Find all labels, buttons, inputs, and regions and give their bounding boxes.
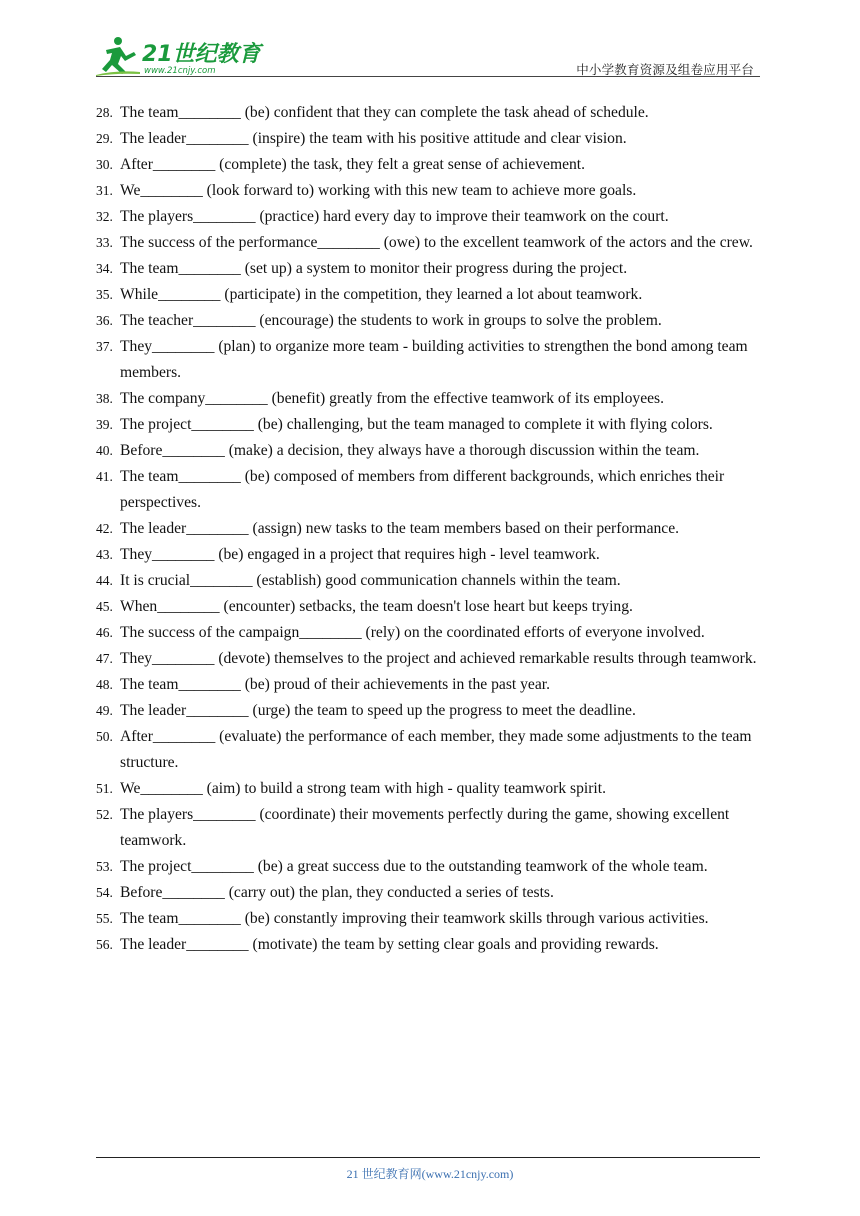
- question-item: [96, 542, 764, 568]
- question-text: The team________ (be) composed of members from different backgrounds, which enriches their perspectives.: [120, 468, 725, 511]
- question-item: [96, 724, 764, 776]
- question-text: The team________ (set up) a system to monitor their progress during the project.: [120, 260, 628, 277]
- question-item: [96, 438, 764, 464]
- question-text: We________ (look forward to) working with this new team to achieve more goals.: [120, 182, 637, 199]
- question-number: 46.: [96, 625, 113, 640]
- question-item: [96, 880, 764, 906]
- footer-divider: [96, 1157, 760, 1158]
- question-text: When________ (encounter) setbacks, the team doesn't lose heart but keeps trying.: [120, 598, 633, 615]
- question-text: We________ (aim) to build a strong team with high - quality teamwork spirit.: [120, 780, 606, 797]
- question-text: The project________ (be) a great success due to the outstanding teamwork of the whole team.: [120, 858, 708, 875]
- question-number: 29.: [96, 131, 113, 146]
- question-item: [96, 100, 764, 126]
- question-item: [96, 776, 764, 802]
- question-text: Before________ (carry out) the plan, they conducted a series of tests.: [120, 884, 554, 901]
- brand-logo: [96, 34, 266, 76]
- question-number: 48.: [96, 677, 113, 692]
- question-item: [96, 230, 764, 256]
- question-number: 43.: [96, 547, 113, 562]
- question-item: [96, 516, 764, 542]
- question-number: 51.: [96, 781, 113, 796]
- question-number: 38.: [96, 391, 113, 406]
- question-text: The players________ (practice) hard every day to improve their teamwork on the court.: [120, 208, 669, 225]
- question-number: 39.: [96, 417, 113, 432]
- question-number: 41.: [96, 469, 113, 484]
- question-item: [96, 568, 764, 594]
- question-item: [96, 204, 764, 230]
- question-text: The leader________ (urge) the team to speed up the progress to meet the deadline.: [120, 702, 636, 719]
- header-divider: [96, 76, 760, 77]
- question-number: 34.: [96, 261, 113, 276]
- question-number: 44.: [96, 573, 113, 588]
- question-number: 50.: [96, 729, 113, 744]
- question-item: [96, 256, 764, 282]
- page-header: [96, 30, 760, 78]
- question-item: [96, 464, 764, 516]
- svg-text:www.21cnjy.com: www.21cnjy.com: [144, 66, 216, 76]
- question-number: 30.: [96, 157, 113, 172]
- question-item: [96, 932, 764, 958]
- question-text: After________ (evaluate) the performance of each member, they made some adjustments to the team structure.: [120, 728, 752, 771]
- question-item: [96, 386, 764, 412]
- question-text: It is crucial________ (establish) good communication channels within the team.: [120, 572, 621, 589]
- question-text: The team________ (be) confident that they can complete the task ahead of schedule.: [120, 104, 649, 121]
- question-text: The players________ (coordinate) their movements perfectly during the game, showing excellent teamwork.: [120, 806, 730, 849]
- question-number: 56.: [96, 937, 113, 952]
- question-text: Before________ (make) a decision, they always have a thorough discussion within the team.: [120, 442, 700, 459]
- question-item: [96, 334, 764, 386]
- question-text: They________ (be) engaged in a project that requires high - level teamwork.: [120, 546, 600, 563]
- question-number: 37.: [96, 339, 113, 354]
- question-number: 36.: [96, 313, 113, 328]
- question-list: [96, 100, 764, 958]
- platform-name: 中小学教育资源及组卷应用平台: [576, 62, 754, 77]
- question-item: [96, 412, 764, 438]
- question-item: [96, 152, 764, 178]
- question-item: [96, 178, 764, 204]
- question-item: [96, 594, 764, 620]
- question-number: 49.: [96, 703, 113, 718]
- question-item: [96, 854, 764, 880]
- question-text: The leader________ (assign) new tasks to the team members based on their performance.: [120, 520, 680, 537]
- question-item: [96, 906, 764, 932]
- question-text: The leader________ (motivate) the team by setting clear goals and providing rewards.: [120, 936, 659, 953]
- question-item: [96, 282, 764, 308]
- question-number: 33.: [96, 235, 113, 250]
- question-number: 32.: [96, 209, 113, 224]
- question-text: They________ (devote) themselves to the project and achieved remarkable results through teamwork.: [120, 650, 757, 667]
- question-number: 31.: [96, 183, 113, 198]
- question-number: 35.: [96, 287, 113, 302]
- question-item: [96, 620, 764, 646]
- runner-icon: [96, 37, 140, 76]
- question-text: They________ (plan) to organize more team - building activities to strengthen the bond among team members.: [120, 338, 748, 381]
- question-number: 53.: [96, 859, 113, 874]
- question-text: While________ (participate) in the competition, they learned a lot about teamwork.: [120, 286, 643, 303]
- question-text: The teacher________ (encourage) the students to work in groups to solve the problem.: [120, 312, 662, 329]
- question-number: 55.: [96, 911, 113, 926]
- question-number: 47.: [96, 651, 113, 666]
- svg-text:21世纪教育: 21世纪教育: [142, 42, 261, 67]
- question-text: The leader________ (inspire) the team with his positive attitude and clear vision.: [120, 130, 627, 147]
- question-text: After________ (complete) the task, they felt a great sense of achievement.: [120, 156, 586, 173]
- footer-text: 21 世纪教育网(www.21cnjy.com): [346, 1167, 514, 1181]
- question-number: 54.: [96, 885, 113, 900]
- question-text: The company________ (benefit) greatly from the effective teamwork of its employees.: [120, 390, 665, 407]
- question-number: 28.: [96, 105, 113, 120]
- question-number: 40.: [96, 443, 113, 458]
- question-item: [96, 646, 764, 672]
- question-item: [96, 126, 764, 152]
- question-text: The project________ (be) challenging, but the team managed to complete it with flying colors.: [120, 416, 713, 433]
- question-number: 42.: [96, 521, 113, 536]
- question-text: The success of the performance________ (owe) to the excellent teamwork of the actors and the crew.: [120, 234, 753, 251]
- question-item: [96, 308, 764, 334]
- question-number: 45.: [96, 599, 113, 614]
- question-item: [96, 698, 764, 724]
- question-item: [96, 802, 764, 854]
- question-text: The team________ (be) proud of their achievements in the past year.: [120, 676, 550, 693]
- question-text: The success of the campaign________ (rely) on the coordinated efforts of everyone involved.: [120, 624, 705, 641]
- question-text: The team________ (be) constantly improving their teamwork skills through various activities.: [120, 910, 709, 927]
- question-item: [96, 672, 764, 698]
- question-number: 52.: [96, 807, 113, 822]
